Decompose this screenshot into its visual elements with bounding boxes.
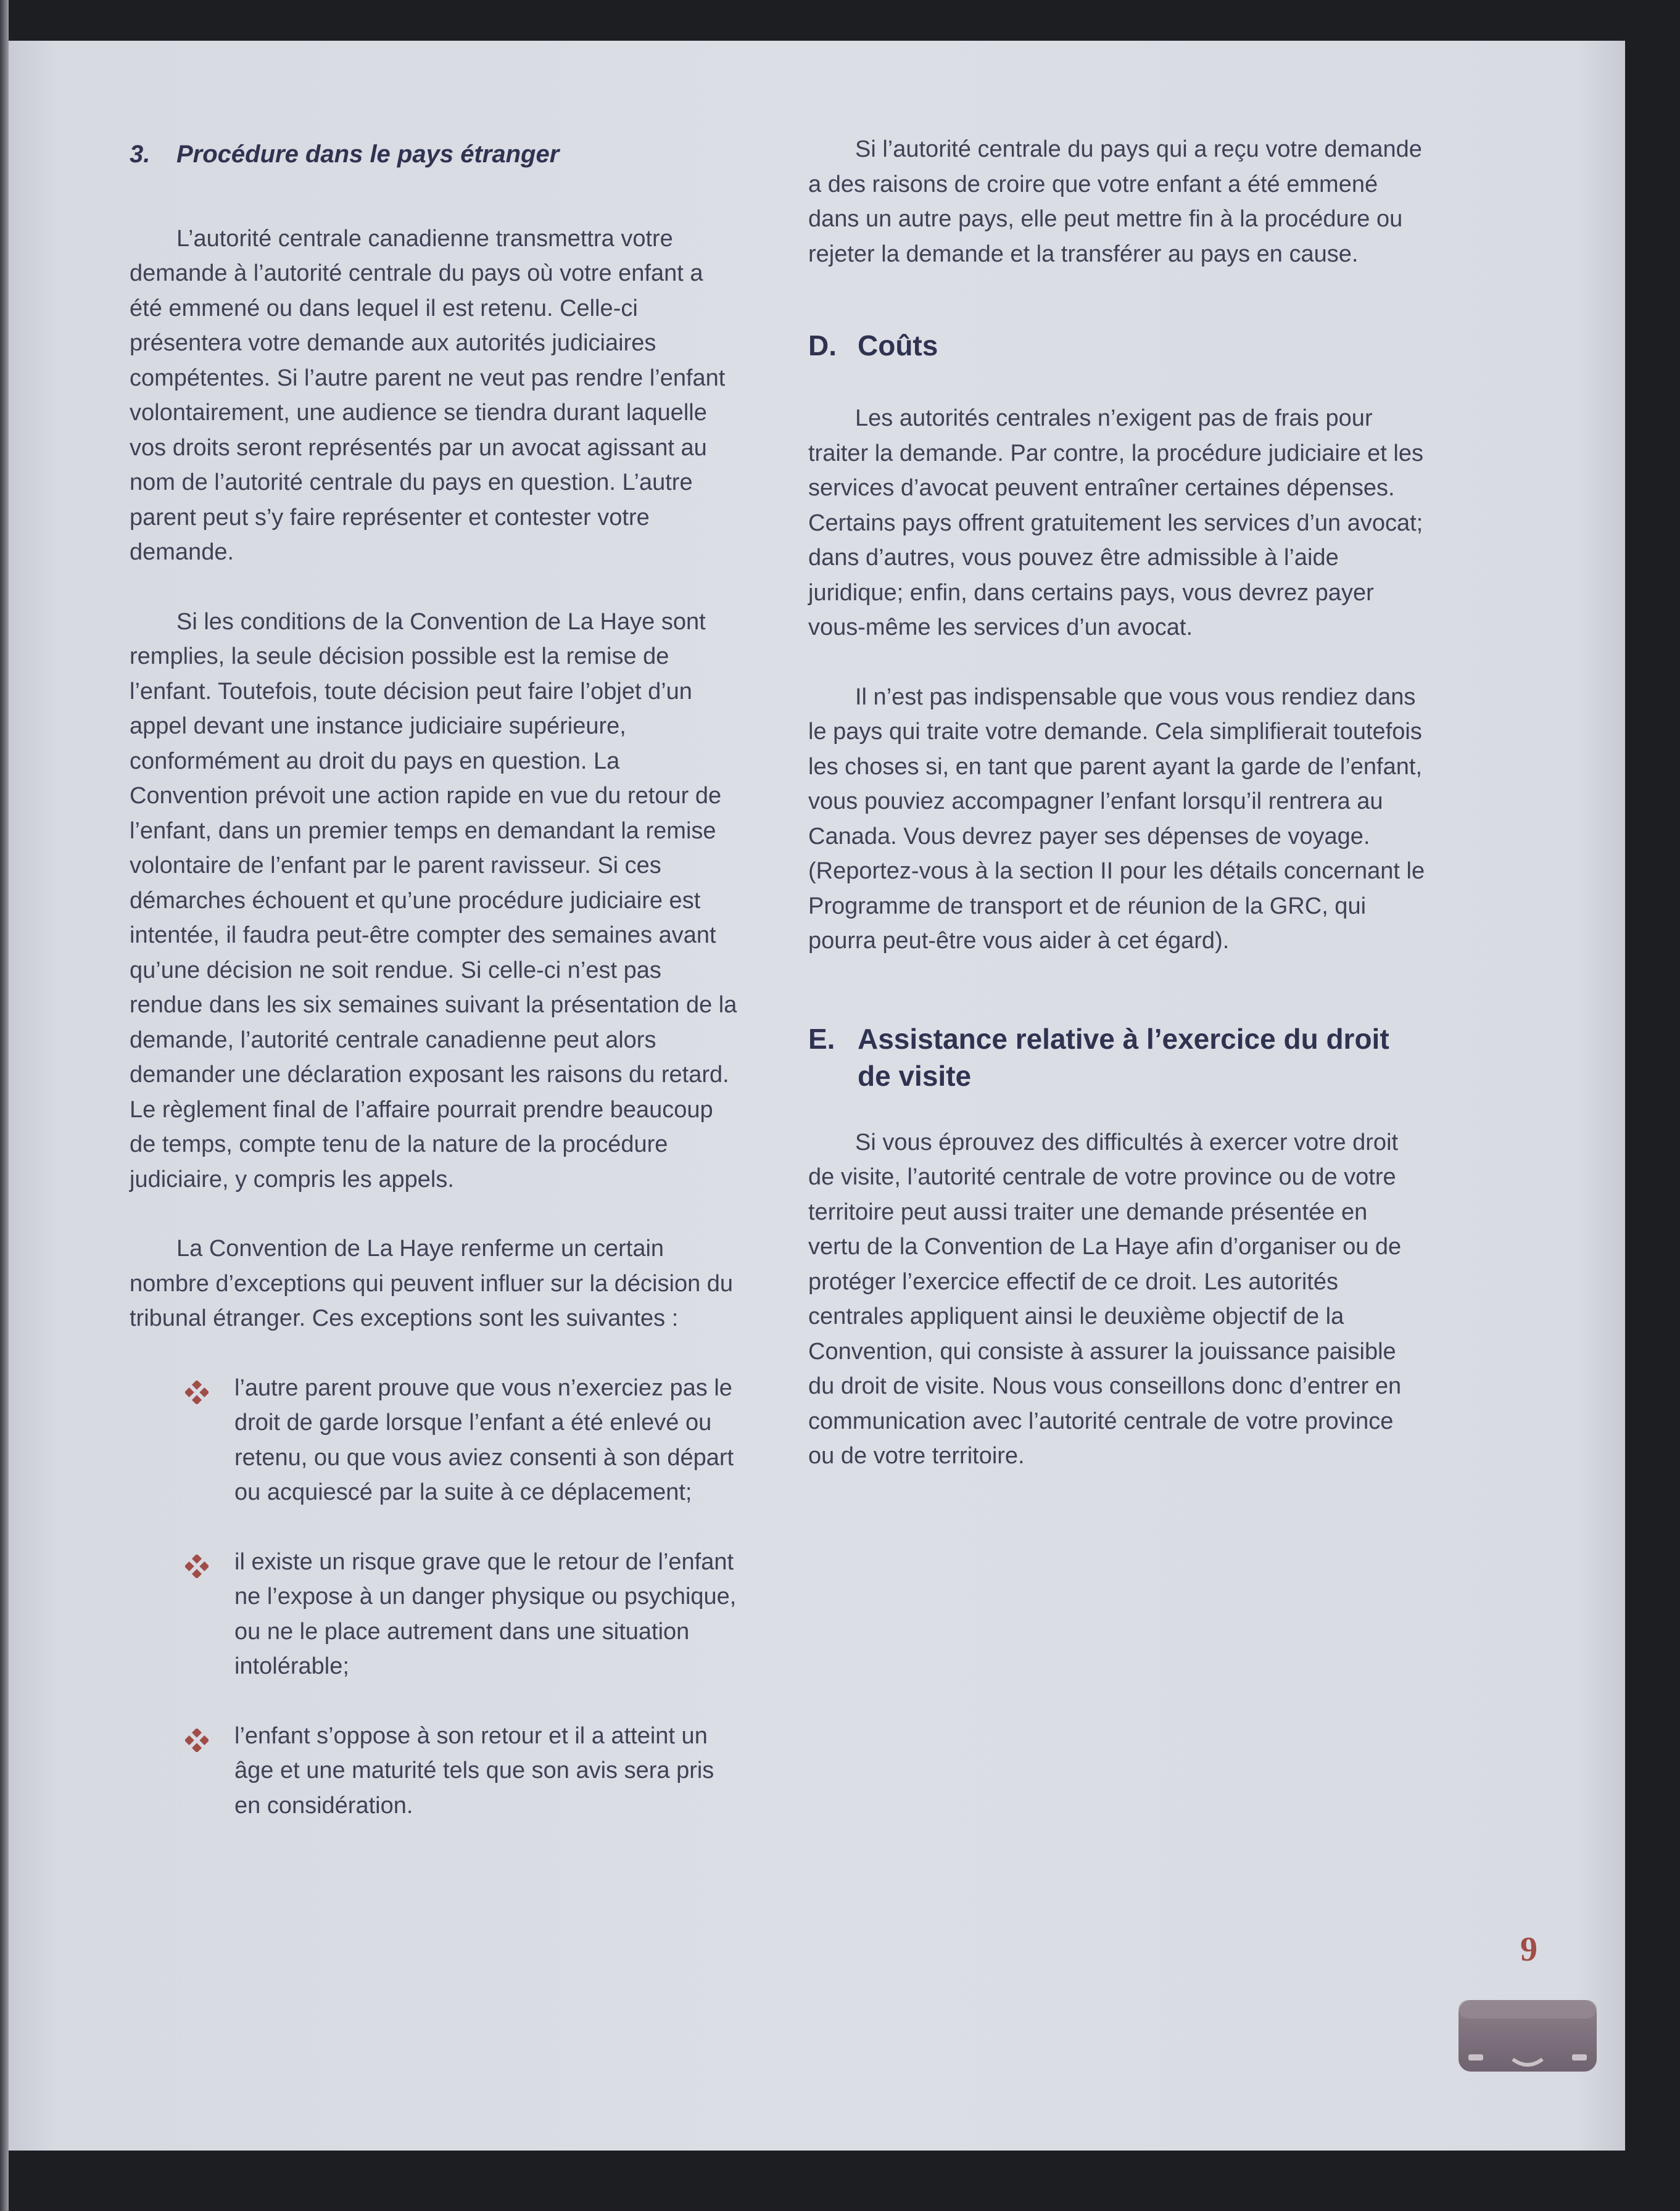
section-3-number: 3. (130, 141, 151, 168)
diamond-cluster-icon (185, 1381, 209, 1404)
list-item (179, 1719, 740, 1824)
paragraph-costs: Les autorités centrales n’exigent pas de frais pour traiter la demande. Par contre, la procédure judiciaire et les services d’avocat peuvent entraîner certaines dépenses. Certains pays offrent gratuitement les services d’un avocat; dans d’autres, vous pouvez être admissible à l’aide juridique; enfin, dans certains pays, vous devrez payer vous-même les services d’un avocat. (808, 405, 1423, 640)
paragraph-exceptions: La Convention de La Haye renferme un certain nombre d’exceptions qui peuvent influer sur la décision du tribunal étranger. Ces exceptions sont les suivantes : (130, 1236, 734, 1331)
paragraph-transfer: Si l’autorité centrale du pays qui a reçu votre demande a des raisons de croire que votre enfant a été emmené dans un autre pays, elle peut mettre fin à la procédure ou rejeter la demande et la transférer au pays en cause. (808, 136, 1422, 267)
suitcase-icon (1456, 1996, 1599, 2075)
section-e-heading (808, 1020, 1425, 1094)
section-e-title: Assistance relative à l’exercice du droit de visite (858, 1022, 1389, 1092)
paragraph-procedure: L’autorité centrale canadienne transmettra votre demande à l’autorité centrale du pays où votre enfant a été emmené ou dans lequel il est retenu. Celle-ci présentera votre demande aux autorités judiciaires compétentes. Si l’autre parent ne veut pas rendre l’enfant volontairement, une audience se tiendra durant laquelle vos droits seront représentés par un avocat agissant au nom de l’autorité centrale du pays en question. L’autre parent peut s’y faire représenter et contester votre demande. (130, 225, 726, 565)
page-number: 9 (1520, 1930, 1537, 1969)
document-page (9, 41, 1625, 2151)
paragraph-travel: Il n’est pas indispensable que vous vous rendiez dans le pays qui traite votre demande. Cela simplifierait toutefois les choses si, en tant que parent ayant la garde de l’enfant, vous pouviez accompagner l’enfant lorsqu’il rentrera au Canada. Vous devrez payer ses dépenses de voyage. (Reportez-vous à la section II pour les détails concernant le Programme de transport et de réunion de la GRC, qui pourra peut-être vous aider à cet égard). (808, 684, 1425, 954)
diamond-cluster-icon (185, 1555, 209, 1578)
paragraph-conditions: Si les conditions de la Convention de La Haye sont remplies, la seule décision possible est la remise de l’enfant. Toutefois, toute décision peut faire l’objet d’un appel devant une instance judiciaire supérieure, conformément au droit du pays en question. La Convention prévoit une action rapide en vue du retour de l’enfant, dans un premier temps en demandant la remise volontaire de l’enfant par le parent ravisseur. Si ces démarches échouent et qu’une procédure judiciaire est intentée, il faudra peut-être compter des semaines avant qu’une décision ne soit rendue. Si celle-ci n’est pas rendue dans les six semaines suivant la présentation de la demande, l’autorité centrale canadienne peut alors demander une déclaration exposant les raisons du retard. Le règlement final de l’affaire pourrait prendre beaucoup de temps, compte tenu de la nature de la procédure judiciaire, y compris les appels. (130, 608, 737, 1192)
section-3-heading (130, 137, 740, 172)
section-d-heading (808, 327, 1425, 364)
section-d-letter: D. (808, 329, 837, 362)
section-d-title: Coûts (858, 329, 938, 362)
paragraph-visitation: Si vous éprouvez des difficultés à exercer votre droit de visite, l’autorité centrale de votre province ou de votre territoire peut aussi traiter une demande présentée en vertu de la Convention de La Haye afin d’organiser ou de protéger l’exercice effectif de ce droit. Les autorités centrales appliquent ainsi le deuxième objectif de la Convention, qui consiste à assurer la jouissance paisible du droit de visite. Nous vous conseillons donc d’entrer en communication avec l’autorité centrale de votre province ou de votre territoire. (808, 1129, 1402, 1469)
binding-spine (0, 0, 9, 2211)
section-e-letter: E. (808, 1022, 835, 1055)
list-item (179, 1371, 740, 1510)
exception-1-text: l’autre parent prouve que vous n’exerciez pas le droit de garde lorsque l’enfant a été enlevé ou retenu, ou que vous aviez consenti à son départ ou acquiescé par la suite à ce déplacement; (234, 1374, 734, 1505)
diamond-cluster-icon (185, 1729, 209, 1752)
section-3-title: Procédure dans le pays étranger (176, 141, 560, 168)
right-column (808, 132, 1425, 1474)
left-column (130, 137, 740, 1858)
exceptions-list (130, 1371, 740, 1824)
exception-3-text: l’enfant s’oppose à son retour et il a atteint un âge et une maturité tels que son avis sera pris en considération. (234, 1722, 714, 1819)
list-item (179, 1545, 740, 1684)
exception-2-text: il existe un risque grave que le retour de l’enfant ne l’expose à un danger physique ou psychique, ou ne le place autrement dans une situation intolérable; (234, 1548, 737, 1679)
